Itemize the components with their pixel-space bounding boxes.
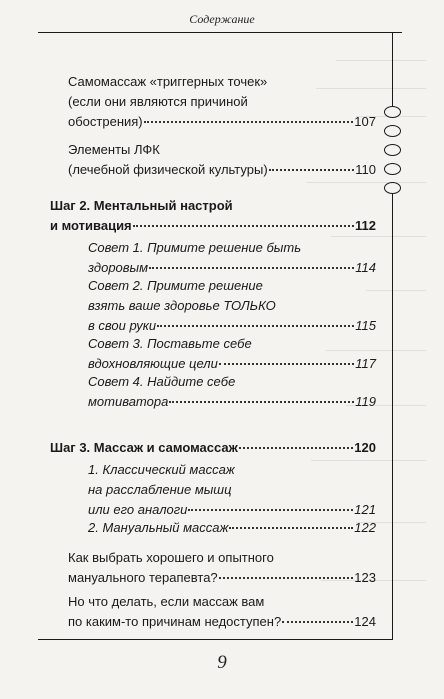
entry-page-number: 121 xyxy=(354,502,376,517)
entry-text-line: Элементы ЛФК xyxy=(68,142,160,157)
entry-page-number: 112 xyxy=(355,218,376,233)
entry-text-line: или его аналоги xyxy=(88,502,188,517)
ring-ornament-4 xyxy=(384,163,401,175)
dot-leader xyxy=(133,214,354,227)
entry-text-line: Совет 1. Примите решение быть xyxy=(88,240,302,255)
entry-text-line: вдохновляющие цели xyxy=(88,356,218,371)
ring-ornament-1 xyxy=(384,106,401,118)
entry-page-number: 107 xyxy=(354,114,376,129)
toc-entry-tip-2[interactable] xyxy=(88,276,376,336)
entry-text-line: Как выбрать хорошего и опытного xyxy=(68,550,274,565)
entry-text-line: (если они являются причиной xyxy=(68,94,248,109)
dot-leader xyxy=(157,314,354,327)
toc-entry-step-3[interactable] xyxy=(50,438,376,458)
entry-text-line: Шаг 3. Массаж и самомассаж xyxy=(50,440,238,455)
dot-leader xyxy=(169,390,354,403)
dot-leader xyxy=(229,516,353,529)
dot-leader xyxy=(219,566,354,579)
entry-text-line: в свои руки xyxy=(88,318,157,333)
toc-entry-step-2[interactable] xyxy=(50,196,376,236)
side-rule-upper xyxy=(392,32,393,106)
entry-text-line: Совет 4. Найдите себе xyxy=(88,374,236,389)
entry-text-line: и мотивация xyxy=(50,218,132,233)
toc-entry-trigger-points[interactable] xyxy=(68,72,376,132)
entry-page-number: 114 xyxy=(355,260,376,275)
entry-text-line: Совет 2. Примите решение xyxy=(88,278,263,293)
entry-page-number: 117 xyxy=(355,356,376,371)
ring-ornament-2 xyxy=(384,125,401,137)
side-rule-lower xyxy=(392,193,393,639)
header-title: Содержание xyxy=(189,12,255,26)
toc-entry-massage-unavailable[interactable] xyxy=(68,592,376,632)
entry-page-number: 115 xyxy=(355,318,376,333)
entry-text-line: 2. Мануальный массаж xyxy=(88,520,229,535)
dot-leader xyxy=(282,610,353,623)
entry-text-line: взять ваше здоровье ТОЛЬКО xyxy=(88,298,276,313)
ring-ornament-3 xyxy=(384,144,401,156)
toc-entry-tip-1[interactable] xyxy=(88,238,376,278)
decorative-ring-chain xyxy=(384,106,402,194)
entry-text-line: Но что делать, если массаж вам xyxy=(68,594,265,609)
entry-text-line: Самомассаж «триггерных точек» xyxy=(68,74,268,89)
header-rule xyxy=(38,32,402,33)
dot-leader xyxy=(239,436,353,449)
entry-page-number: 120 xyxy=(354,440,376,455)
toc-entry-tip-4[interactable] xyxy=(88,372,376,412)
toc-entry-choose-therapist[interactable] xyxy=(68,548,376,588)
dot-leader xyxy=(269,158,355,171)
entry-text-line: Шаг 2. Ментальный настрой xyxy=(50,198,233,213)
entry-page-number: 124 xyxy=(354,614,376,629)
entry-text-line: мотиватора xyxy=(88,394,169,409)
entry-text-line: 1. Классический массаж xyxy=(88,462,235,477)
dot-leader xyxy=(144,110,354,123)
toc-entry-lfk[interactable] xyxy=(68,140,376,180)
entry-text-line: мануального терапевта? xyxy=(68,570,218,585)
entry-text-line: по каким-то причинам недоступен? xyxy=(68,614,282,629)
entry-page-number: 122 xyxy=(354,520,376,535)
entry-text-line: здоровым xyxy=(88,260,149,275)
toc-entry-manual-massage[interactable] xyxy=(88,518,376,538)
entry-text-line: (лечебной физической культуры) xyxy=(68,162,268,177)
entry-text-line: на расслабление мышц xyxy=(88,482,232,497)
entry-page-number: 119 xyxy=(355,394,376,409)
entry-text-line: обострения) xyxy=(68,114,143,129)
page-number: 9 xyxy=(217,652,227,673)
dot-leader xyxy=(149,256,354,269)
entry-page-number: 123 xyxy=(354,570,376,585)
toc-entry-classic-massage[interactable] xyxy=(88,460,376,520)
dot-leader xyxy=(188,498,353,511)
footer-rule xyxy=(38,639,393,640)
entry-page-number: 110 xyxy=(355,162,376,177)
dot-leader xyxy=(219,352,354,365)
entry-text-line: Совет 3. Поставьте себе xyxy=(88,336,252,351)
toc-entry-tip-3[interactable] xyxy=(88,334,376,374)
